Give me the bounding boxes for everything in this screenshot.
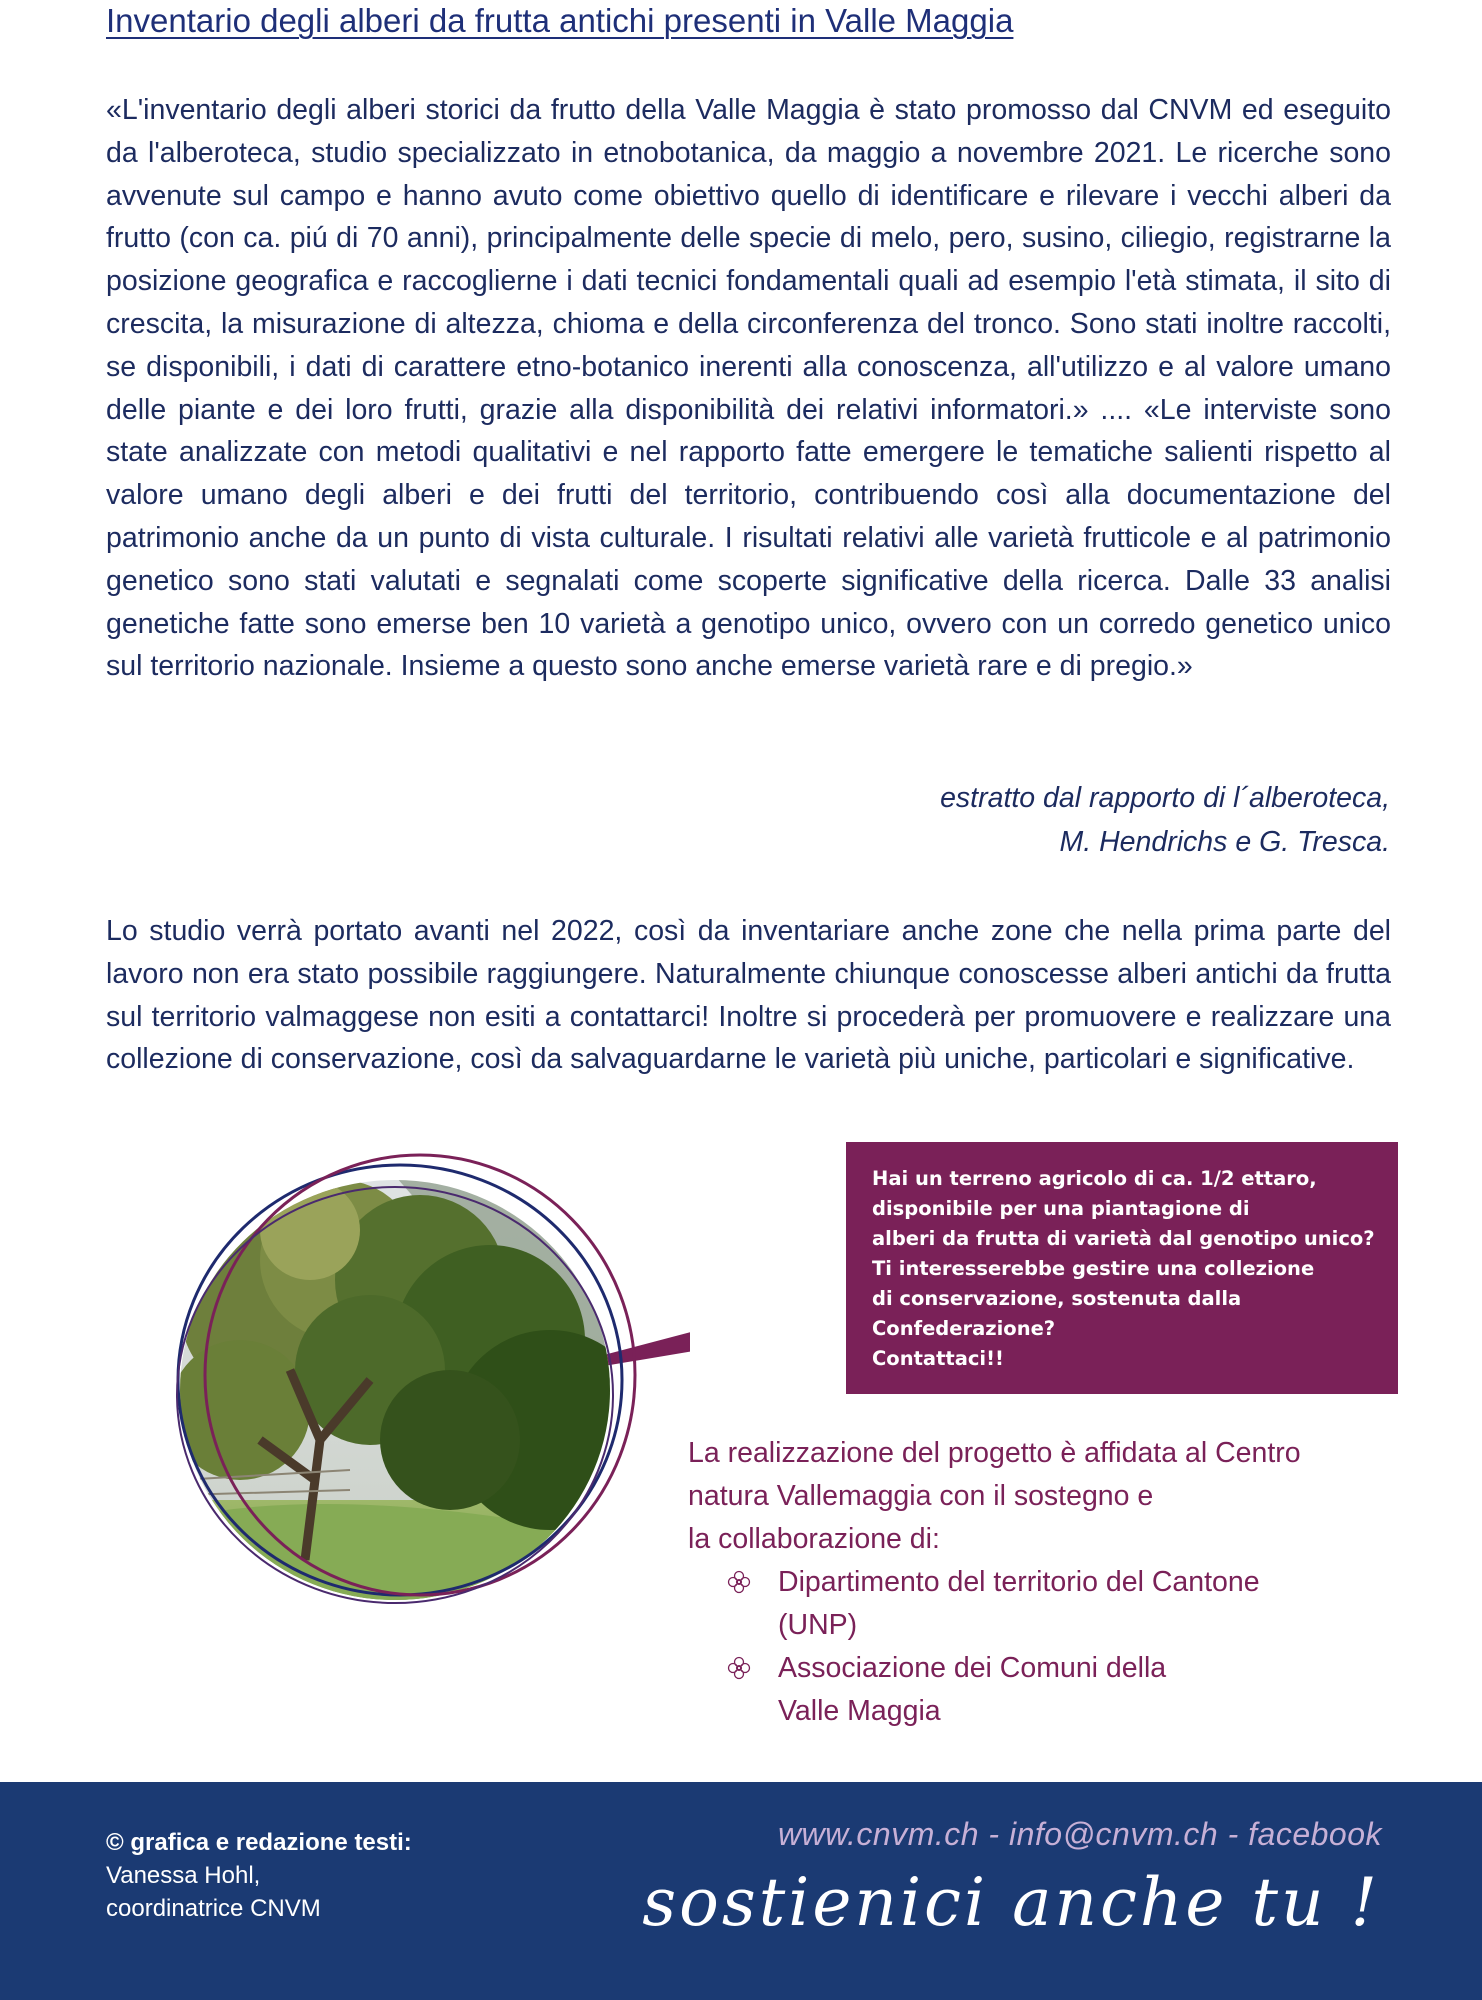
callout-line: Ti interesserebbe gestire una collezione (872, 1257, 1315, 1280)
study-paragraph: Lo studio verrà portato avanti nel 2022, così da inventariare anche zone che nella prima parte del lavoro non era stato possibile raggiungere. Naturalmente chiunque conoscesse alberi antichi da frutta sul territorio valmaggese non esiti a contattarci! Inoltre si procederà per promuovere e realizzare una collezione di conservazione, così da salvaguardarne le varietà più uniche, particolari e significative. (106, 915, 1391, 1076)
credit-name: Vanessa Hohl, (106, 1862, 261, 1889)
credit-role: coordinatrice CNVM (106, 1895, 321, 1922)
partner-name: (UNP) (778, 1609, 858, 1641)
credit-title: © grafica e redazione testi: (106, 1829, 412, 1856)
attribution-authors: M. Hendrichs e G. Tresca. (1059, 826, 1390, 858)
page-title: Inventario degli alberi da frutta antichi presenti in Valle Maggia (106, 2, 1014, 39)
partner-name: Associazione dei Comuni della (778, 1652, 1167, 1684)
callout-line: Contattaci!! (872, 1347, 1004, 1370)
quote-attribution (940, 776, 1390, 864)
flower-bullet-icon (726, 1655, 752, 1681)
footer-slogan: sostienici anche tu ! (642, 1864, 1380, 1941)
partner-item (726, 1561, 1408, 1647)
partner-list (688, 1561, 1408, 1733)
flower-bullet-icon (726, 1569, 752, 1595)
project-text: natura Vallemaggia con il sostegno e (688, 1480, 1154, 1512)
callout-line: Hai un terreno agricolo di ca. 1/2 ettaro, (872, 1167, 1317, 1190)
tree-photo (90, 1140, 690, 1610)
project-text: la collaborazione di: (688, 1523, 940, 1555)
callout-box (846, 1142, 1398, 1394)
partner-item (726, 1647, 1408, 1733)
callout-line: alberi da frutta di varietà dal genotipo unico? (872, 1227, 1375, 1250)
callout-line: disponibile per una piantagione di (872, 1197, 1250, 1220)
callout-line: di conservazione, sostenuta dalla (872, 1287, 1242, 1310)
footer-links[interactable]: www.cnvm.ch - info@cnvm.ch - facebook (777, 1816, 1382, 1852)
callout-line: Confederazione? (872, 1317, 1056, 1340)
partner-name: Valle Maggia (778, 1695, 941, 1727)
project-partners (688, 1432, 1408, 1733)
footer-banner (0, 1782, 1482, 2000)
footer-credit (106, 1826, 412, 1925)
intro-paragraph: «L'inventario degli alberi storici da frutto della Valle Maggia è stato promosso dal CNVM ed eseguito da l'alberoteca, studio specializzato in etnobotanica, da maggio a novembre 2021. Le ricerche sono avvenute sul campo e hanno avuto come obiettivo quello di identificare e rilevare i vecchi alberi da frutto (con ca. piú di 70 anni), principalmente delle specie di melo, pero, susino, ciliegio, registrarne la posizione geografica e raccoglierne i dati tecnici fondamentali quali ad esempio l'età stimata, il sito di crescita, la misurazione di altezza, chioma e della circonferenza del tronco. Sono stati inoltre raccolti, se disponibili, i dati di carattere etno-botanico inerenti alla conoscenza, all'utilizzo e al valore umano delle piante e dei loro frutti, grazie alla disponibilità dei relativi informatori.» .... «Le interviste sono state analizzate con metodi qualitativi e nel rapporto fatte emergere le tematiche salienti rispetto al valore umano degli alberi e dei frutti del territorio, contribuendo così alla documentazione del patrimonio anche da un punto di vista culturale. I risultati relativi alle varietà frutticole e al patrimonio genetico sono stati valutati e segnalati come scoperte significative della ricerca. Dalle 33 analisi genetiche fatte sono emerse ben 10 varietà a genotipo unico, ovvero con un corredo genetico unico sul territorio nazionale. Insieme a questo sono anche emerse varietà rare e di pregio.» (106, 94, 1391, 683)
attribution-source: estratto dal rapporto di l´alberoteca, (940, 782, 1390, 814)
partner-name: Dipartimento del territorio del Cantone (778, 1566, 1260, 1598)
project-text: La realizzazione del progetto è affidata al Centro (688, 1437, 1301, 1469)
tree-photo-image (90, 1140, 690, 1610)
